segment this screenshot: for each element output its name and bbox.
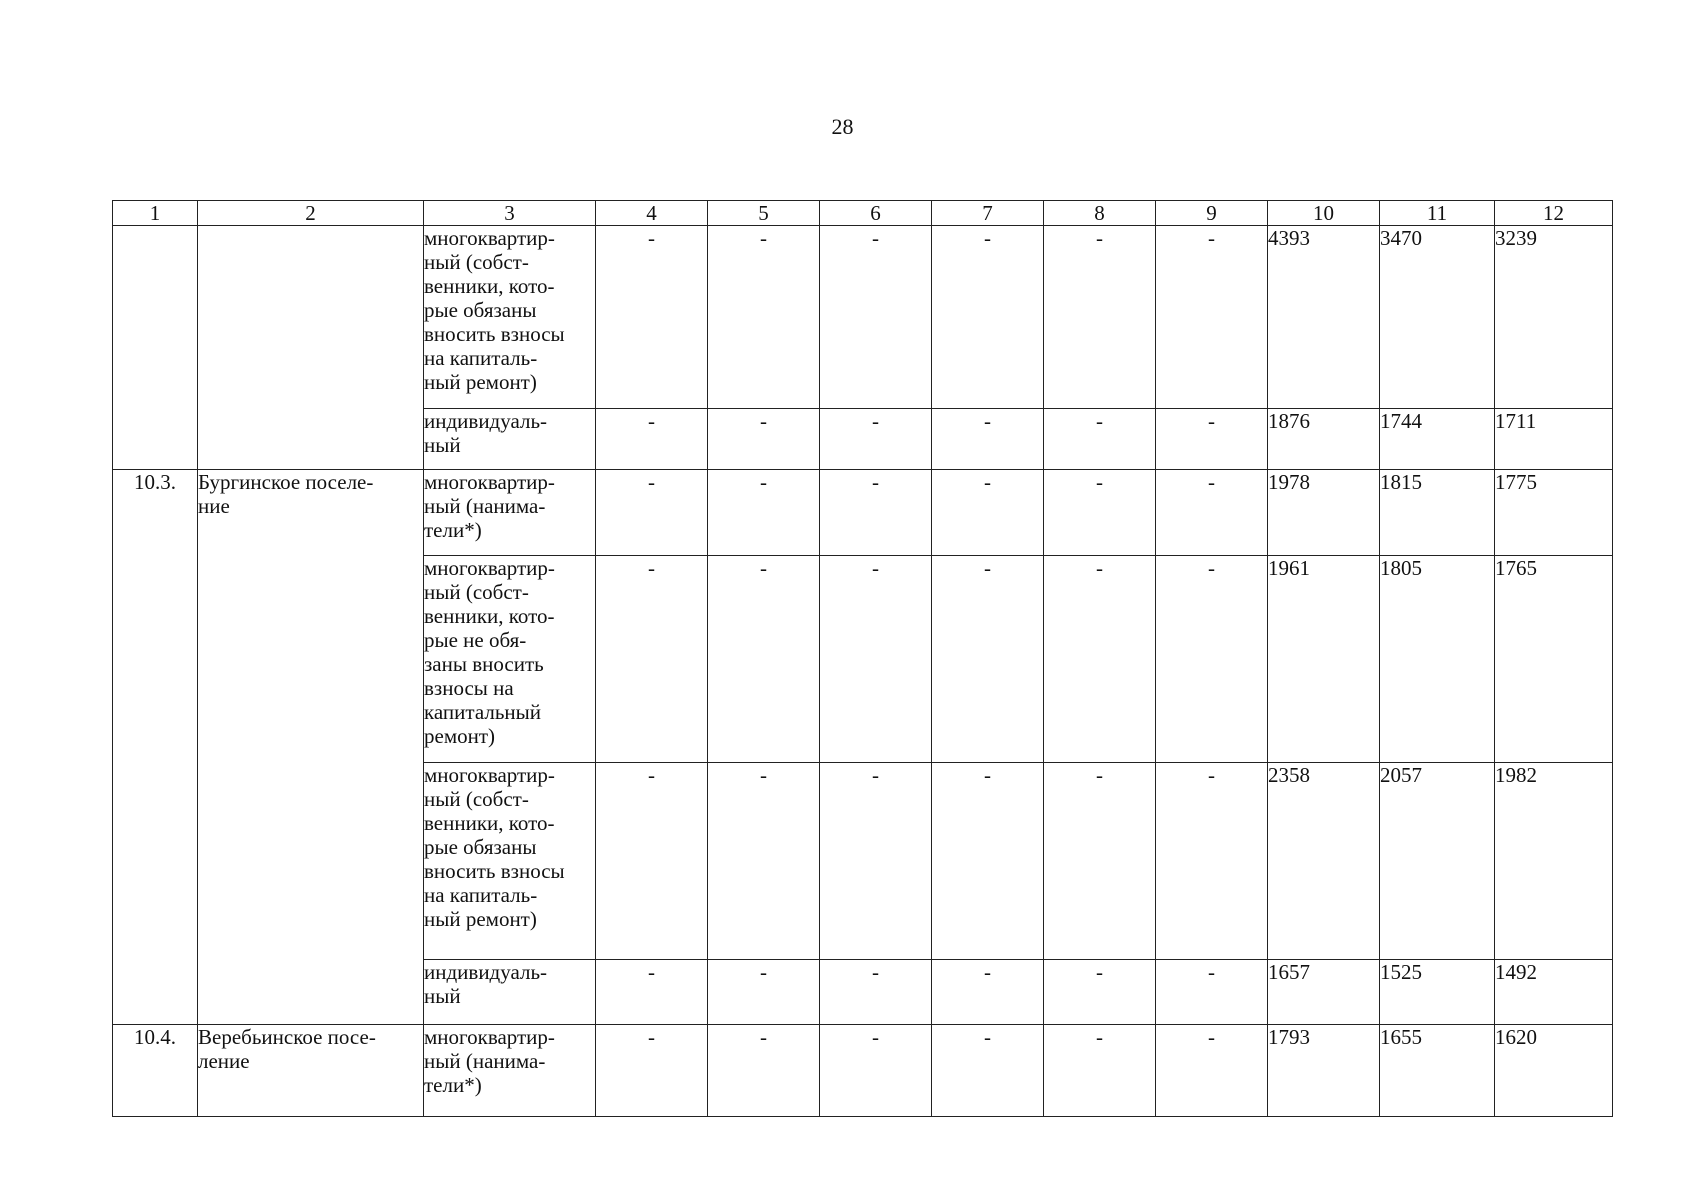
dash-cell: - xyxy=(596,409,708,470)
value-cell: 1744 xyxy=(1380,409,1495,470)
housing-type-line: ный (собст- xyxy=(424,250,529,274)
housing-type-line: ный ремонт) xyxy=(424,370,537,394)
housing-type-line: заны вносить xyxy=(424,652,544,676)
column-header: 6 xyxy=(820,201,932,226)
settlement-name-cell xyxy=(198,470,424,1025)
value-cell: 1961 xyxy=(1268,556,1380,763)
housing-type-line: ный ремонт) xyxy=(424,907,537,931)
settlement-name-cell xyxy=(198,226,424,470)
value-cell: 4393 xyxy=(1268,226,1380,409)
housing-type-line: многоквартир- xyxy=(424,226,555,250)
column-header: 11 xyxy=(1380,201,1495,226)
page-number: 28 xyxy=(831,114,854,139)
dash-cell: - xyxy=(820,556,932,763)
housing-type-line: ный xyxy=(424,433,461,457)
housing-type-line: ремонт) xyxy=(424,724,496,748)
dash-cell: - xyxy=(596,960,708,1025)
dash-cell: - xyxy=(1044,226,1156,409)
housing-type-line: индивидуаль- xyxy=(424,409,548,433)
housing-type-line: тели*) xyxy=(424,1073,482,1097)
value-cell: 1775 xyxy=(1495,470,1613,556)
value-cell: 1525 xyxy=(1380,960,1495,1025)
column-header: 4 xyxy=(596,201,708,226)
housing-type-line: многоквартир- xyxy=(424,763,555,787)
dash-cell: - xyxy=(932,470,1044,556)
dash-cell: - xyxy=(932,960,1044,1025)
dash-cell: - xyxy=(1044,409,1156,470)
housing-type-line: ный (нанима- xyxy=(424,1049,546,1073)
column-header: 10 xyxy=(1268,201,1380,226)
column-header: 1 xyxy=(113,201,198,226)
housing-type-line: капитальный xyxy=(424,700,541,724)
value-cell: 1876 xyxy=(1268,409,1380,470)
settlement-name-line: Веребьинское посе- xyxy=(198,1025,376,1049)
housing-type-line: многоквартир- xyxy=(424,470,555,494)
table-row xyxy=(113,226,1613,409)
column-header: 9 xyxy=(1156,201,1268,226)
housing-type-line: многоквартир- xyxy=(424,1025,555,1049)
dash-cell: - xyxy=(708,960,820,1025)
dash-cell: - xyxy=(932,556,1044,763)
dash-cell: - xyxy=(1044,556,1156,763)
housing-type-line: вносить взносы xyxy=(424,859,565,883)
row-number-cell: 10.4. xyxy=(113,1025,198,1117)
column-header: 7 xyxy=(932,201,1044,226)
dash-cell: - xyxy=(708,556,820,763)
housing-type-line: тели*) xyxy=(424,518,482,542)
value-cell: 1620 xyxy=(1495,1025,1613,1117)
dash-cell: - xyxy=(820,409,932,470)
table-row xyxy=(113,470,1613,556)
housing-type-cell xyxy=(424,763,596,960)
dash-cell: - xyxy=(708,470,820,556)
value-cell: 2358 xyxy=(1268,763,1380,960)
dash-cell: - xyxy=(1044,960,1156,1025)
housing-type-cell xyxy=(424,556,596,763)
dash-cell: - xyxy=(820,763,932,960)
settlement-name-line: ление xyxy=(198,1049,250,1073)
housing-type-line: взносы на xyxy=(424,676,514,700)
value-cell: 1982 xyxy=(1495,763,1613,960)
dash-cell: - xyxy=(708,1025,820,1117)
housing-type-line: рые обязаны xyxy=(424,298,537,322)
dash-cell: - xyxy=(820,226,932,409)
dash-cell: - xyxy=(820,470,932,556)
housing-type-line: вносить взносы xyxy=(424,322,565,346)
housing-type-line: на капиталь- xyxy=(424,346,538,370)
housing-type-line: ный (собст- xyxy=(424,580,529,604)
dash-cell: - xyxy=(1156,1025,1268,1117)
housing-type-line: рые обязаны xyxy=(424,835,537,859)
settlement-name-line: ние xyxy=(198,494,230,518)
column-header: 2 xyxy=(198,201,424,226)
value-cell: 1793 xyxy=(1268,1025,1380,1117)
housing-type-line: многоквартир- xyxy=(424,556,555,580)
dash-cell: - xyxy=(596,1025,708,1117)
value-cell: 1805 xyxy=(1380,556,1495,763)
dash-cell: - xyxy=(708,763,820,960)
dash-cell: - xyxy=(932,409,1044,470)
dash-cell: - xyxy=(1156,470,1268,556)
column-header: 5 xyxy=(708,201,820,226)
tariff-table xyxy=(112,200,1613,1117)
dash-cell: - xyxy=(596,556,708,763)
value-cell: 1655 xyxy=(1380,1025,1495,1117)
settlement-name-cell xyxy=(198,1025,424,1117)
dash-cell: - xyxy=(1044,470,1156,556)
housing-type-line: на капиталь- xyxy=(424,883,538,907)
dash-cell: - xyxy=(1156,763,1268,960)
housing-type-line: венники, кото- xyxy=(424,811,555,835)
column-header: 3 xyxy=(424,201,596,226)
housing-type-line: ный (собст- xyxy=(424,787,529,811)
housing-type-line: венники, кото- xyxy=(424,274,555,298)
value-cell: 3470 xyxy=(1380,226,1495,409)
housing-type-cell xyxy=(424,960,596,1025)
dash-cell: - xyxy=(932,226,1044,409)
dash-cell: - xyxy=(1044,763,1156,960)
settlement-name-line: Бургинское поселе- xyxy=(198,470,374,494)
housing-type-cell xyxy=(424,226,596,409)
dash-cell: - xyxy=(596,763,708,960)
housing-type-cell xyxy=(424,409,596,470)
dash-cell: - xyxy=(596,470,708,556)
value-cell: 3239 xyxy=(1495,226,1613,409)
value-cell: 1815 xyxy=(1380,470,1495,556)
table-row xyxy=(113,1025,1613,1117)
header-row xyxy=(113,201,1613,226)
dash-cell: - xyxy=(932,763,1044,960)
housing-type-cell xyxy=(424,470,596,556)
dash-cell: - xyxy=(708,226,820,409)
dash-cell: - xyxy=(932,1025,1044,1117)
dash-cell: - xyxy=(820,960,932,1025)
dash-cell: - xyxy=(596,226,708,409)
housing-type-line: венники, кото- xyxy=(424,604,555,628)
column-header: 12 xyxy=(1495,201,1613,226)
value-cell: 1711 xyxy=(1495,409,1613,470)
row-number-cell: 10.3. xyxy=(113,470,198,1025)
housing-type-line: ный (нанима- xyxy=(424,494,546,518)
dash-cell: - xyxy=(1156,960,1268,1025)
row-number-cell xyxy=(113,226,198,470)
housing-type-line: ный xyxy=(424,984,461,1008)
housing-type-cell xyxy=(424,1025,596,1117)
value-cell: 1765 xyxy=(1495,556,1613,763)
column-header: 8 xyxy=(1044,201,1156,226)
housing-type-line: индивидуаль- xyxy=(424,960,548,984)
dash-cell: - xyxy=(1044,1025,1156,1117)
dash-cell: - xyxy=(820,1025,932,1117)
value-cell: 1492 xyxy=(1495,960,1613,1025)
value-cell: 1978 xyxy=(1268,470,1380,556)
housing-type-line: рые не обя- xyxy=(424,628,527,652)
value-cell: 1657 xyxy=(1268,960,1380,1025)
dash-cell: - xyxy=(1156,226,1268,409)
dash-cell: - xyxy=(1156,409,1268,470)
dash-cell: - xyxy=(708,409,820,470)
dash-cell: - xyxy=(1156,556,1268,763)
value-cell: 2057 xyxy=(1380,763,1495,960)
